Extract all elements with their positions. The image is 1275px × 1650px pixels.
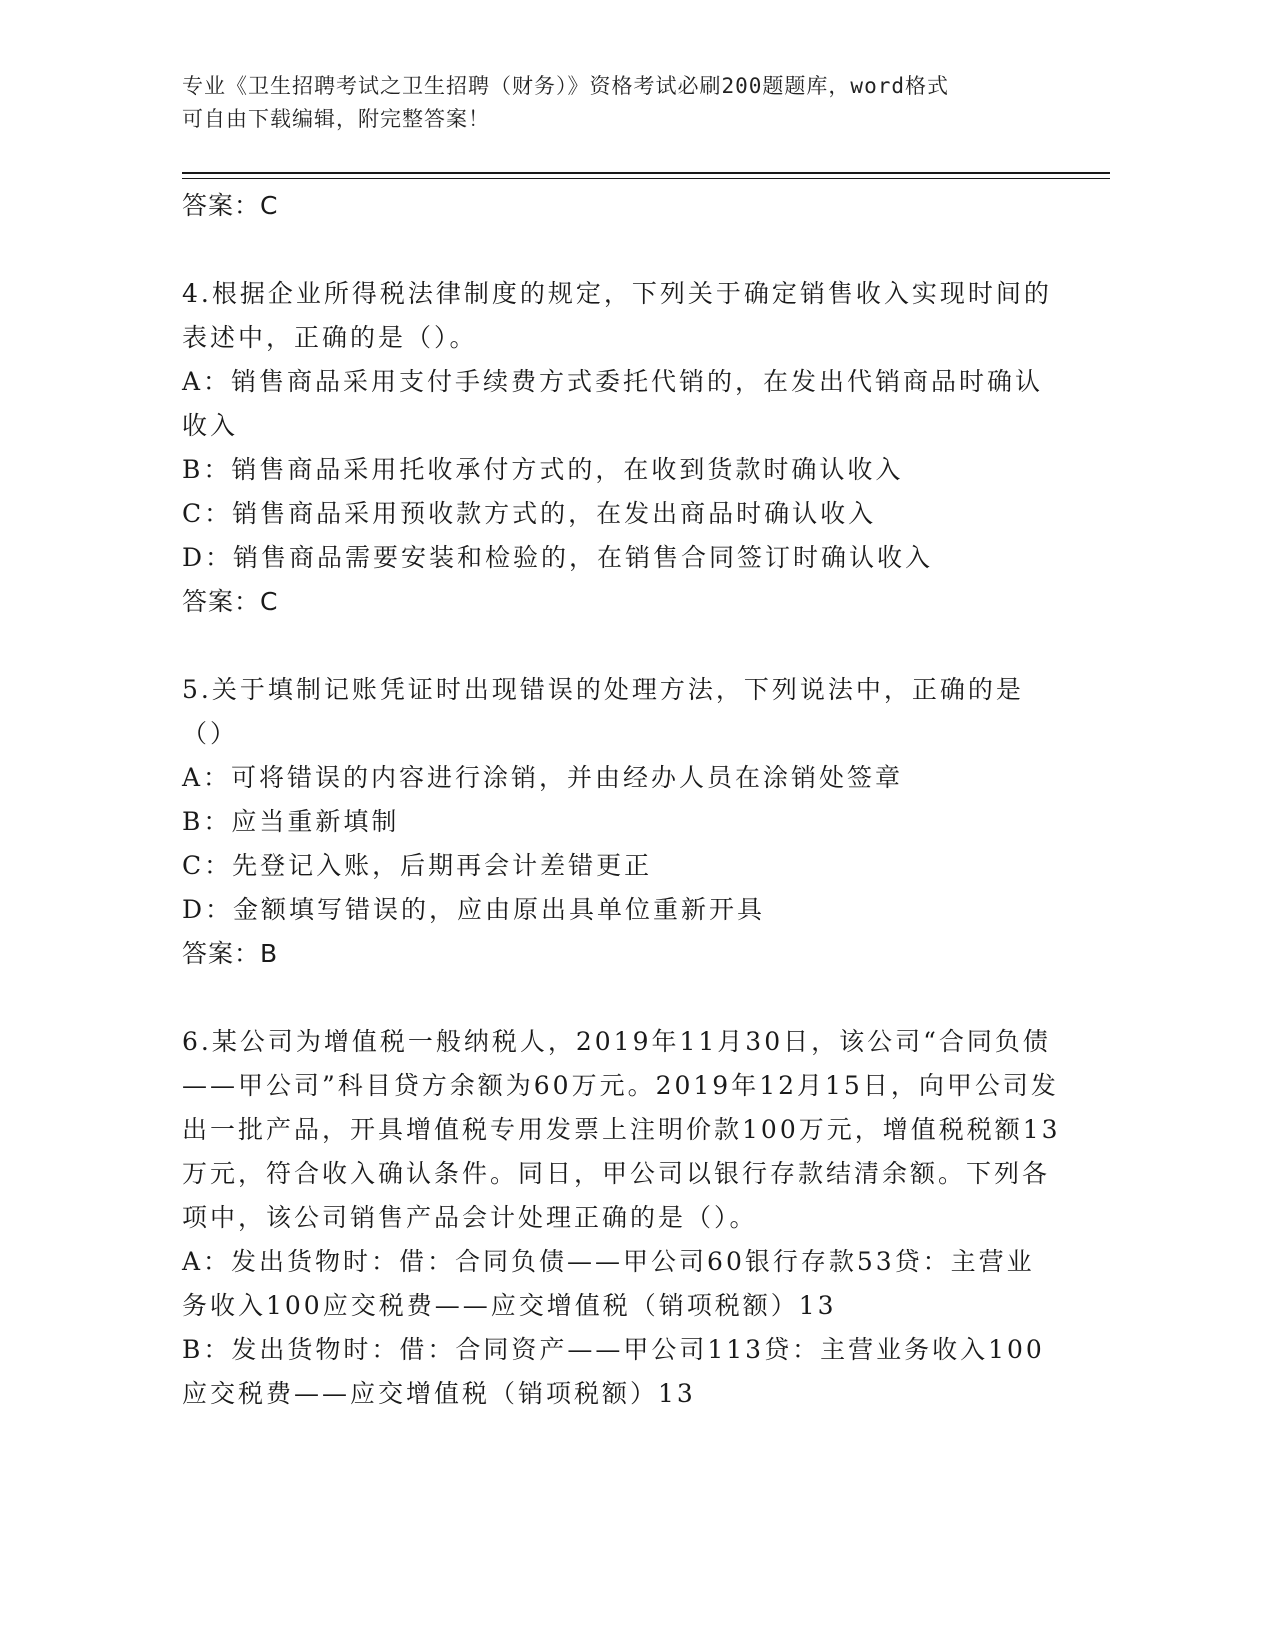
question-text: 4.根据企业所得税法律制度的规定，下列关于确定销售收入实现时间的表述中，正确的是（）。: [182, 279, 1052, 352]
option-c: C：先登记入账，后期再会计差错更正: [182, 851, 653, 880]
option-b: B：应当重新填制: [182, 807, 400, 836]
document-header: [182, 70, 1062, 136]
document-body: [182, 184, 1062, 1416]
option-a: A：销售商品采用支付手续费方式委托代销的，在发出代销商品时确认收入: [182, 367, 1044, 440]
option-a: A：可将错误的内容进行涂销，并由经办人员在涂销处签章: [182, 763, 904, 792]
question-6: [182, 1020, 1062, 1416]
header-line-1: 专业《卫生招聘考试之卫生招聘（财务）》资格考试必刷200题题库，word格式: [182, 74, 949, 98]
spacer: [182, 976, 1062, 1020]
question-4: [182, 272, 1062, 624]
option-b: B：发出货物时：借：合同资产——甲公司113贷：主营业务收入100应交税费——应交增值税（销项税额）13: [182, 1335, 1045, 1408]
spacer: [182, 624, 1062, 668]
question-5: [182, 668, 1062, 976]
option-b: B：销售商品采用托收承付方式的，在收到货款时确认收入: [182, 455, 904, 484]
header-divider-thick: [182, 172, 1110, 174]
option-a: A：发出货物时：借：合同负债——甲公司60银行存款53贷：主营业务收入100应交税费——应交增值税（销项税额）13: [182, 1247, 1035, 1320]
option-d: D：销售商品需要安装和检验的，在销售合同签订时确认收入: [182, 543, 934, 572]
question-text: 5.关于填制记账凭证时出现错误的处理方法，下列说法中，正确的是（）: [182, 675, 1024, 748]
option-d: D：金额填写错误的，应由原出具单位重新开具: [182, 895, 766, 924]
spacer: [182, 228, 1062, 272]
option-c: C：销售商品采用预收款方式的，在发出商品时确认收入: [182, 499, 877, 528]
answer: 答案：B: [182, 939, 279, 968]
header-line-2: 可自由下载编辑，附完整答案！: [182, 107, 490, 131]
answer: 答案：C: [182, 587, 279, 616]
header-divider-thin: [182, 178, 1110, 179]
answer-previous: 答案：C: [182, 191, 279, 220]
question-text: 6.某公司为增值税一般纳税人，2019年11月30日，该公司“合同负债——甲公司”科目贷方余额为60万元。2019年12月15日，向甲公司发出一批产品，开具增值税专用发票上注明价款100万元，增值税税额13万元，符合收入确认条件。同日，甲公司以银行存款结清余额。下列各项中，该公司销售产品会计处理正确的是（）。: [182, 1027, 1061, 1232]
